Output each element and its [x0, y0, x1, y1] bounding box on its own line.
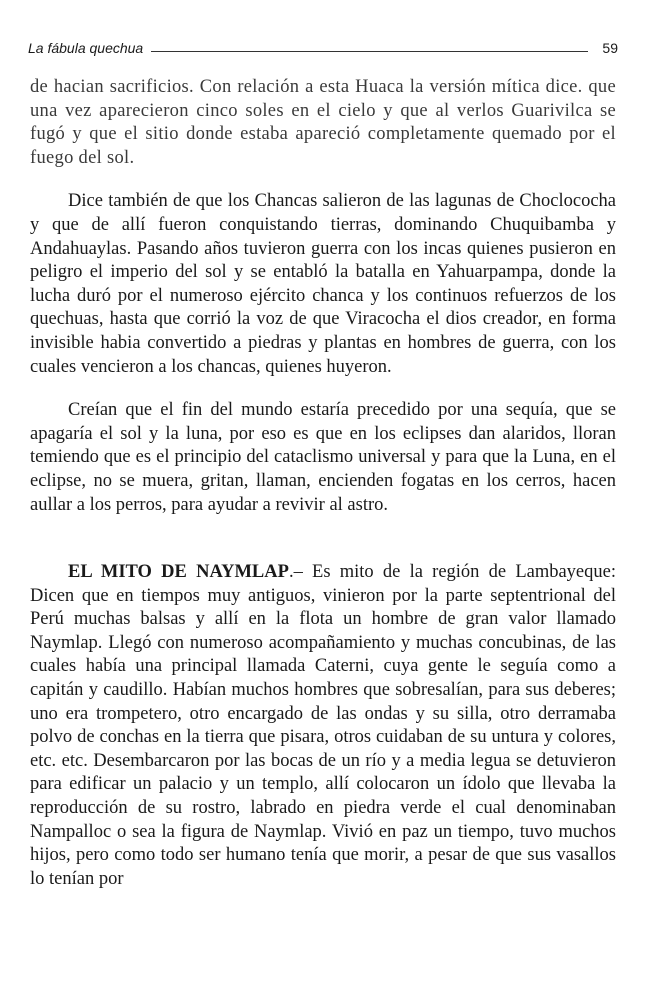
- running-title: La fábula quechua: [28, 40, 144, 56]
- paragraph-naymlap: [30, 561, 616, 891]
- page-number: 59: [602, 40, 618, 56]
- paragraph-naymlap-text: .– Es mito de la región de Lambayeque: Dicen que en tiempos muy antiguos, vinieron por la parte septentrional del Perú muchas balsas y allí en la flota un hombre de gran valor llamado Naymlap. Llegó con numeroso acompañamiento y muchas concubinas, de las cuales había una principal llamada Caterni, cuya gente le seguía como a capitán y caudillo. Habían muchos hombres que sobresalían, para sus deberes; uno era trompetero, otro encargado de las ondas y su silla, otro derramaba polvo de conchas en la tierra que pisara, otros cuidaban de su untura y colores, etc. etc. Desembarcaron por las bocas de un río y a media legua se detuvieron para edificar un palacio y un templo, allí colocaron un ídolo que llevaba la reproducción de su rostro, labrado en piedra verde el cual denominaban Nampalloc o sea la figura de Naymlap. Vivió en paz un tiempo, tuvo muchos hijos, pero como todo ser humano tenía que morir, a pesar de que sus vasallos lo tenían por: [30, 562, 616, 889]
- section-heading: EL MITO DE NAYMLAP: [68, 562, 289, 583]
- paragraph-chancas: Dice también de que los Chancas salieron de las lagunas de Choclococha y que de allí fueron conquistando tierras, dominando Chuquibamba y Andahuaylas. Pasando años tuvieron guerra con los incas quienes pusieron en peligro el imperio del sol y se entabló la batalla en Yahuarpampa, donde la lucha duró por el numeroso ejército chanca y los continuos refuerzos de los quechuas, hasta que corrió la voz de que Viracocha el dios creador, en forma invisible habia convertido a piedras y plantas en hombres de guerra, con los cuales vencieron a los chancas, quienes huyeron.: [30, 191, 616, 377]
- header-rule: [151, 51, 588, 52]
- running-header: [28, 34, 618, 56]
- paragraph-eclipse: Creían que el fin del mundo estaría precedido por una sequía, que se apagaría el sol y la luna, por eso es que en los eclipses dan alaridos, lloran temiendo que es el principio del cataclismo universal y para que la Luna, en el eclipse, no se muera, gritan, llaman, encienden fogatas en los cerros, hacen aullar a los perros, para ayudar a revivir al astro.: [30, 400, 616, 515]
- body-text: [30, 76, 616, 911]
- paragraph-continuation: de hacian sacrificios. Con relación a esta Huaca la versión mítica dice. que una vez aparecieron cinco soles en el cielo y que al verlos Guarivilca se fugó y que el sitio donde estaba apareció completamente quemado por el fuego del sol.: [30, 77, 616, 168]
